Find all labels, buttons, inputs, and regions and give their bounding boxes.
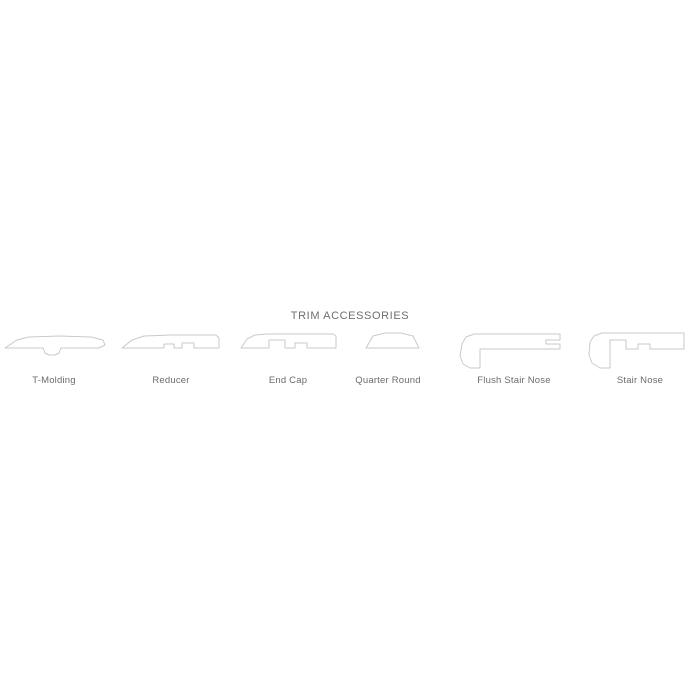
- trim-item-quarter-round: [330, 326, 446, 396]
- stair-nose-icon: [574, 326, 700, 374]
- flush-stair-nose-icon: [448, 326, 580, 374]
- trim-profile-list: [0, 326, 700, 396]
- trim-item-stair-nose: [574, 326, 700, 396]
- trim-item-label: End Cap: [268, 375, 308, 386]
- trim-item-flush-stair-nose: [448, 326, 580, 396]
- trim-item-end-cap: [230, 326, 346, 396]
- t-molding-icon: [0, 326, 112, 374]
- trim-item-reducer: [113, 326, 229, 396]
- reducer-icon: [113, 326, 229, 374]
- trim-item-t-molding: [0, 326, 112, 396]
- trim-item-label: Quarter Round: [355, 375, 421, 386]
- trim-item-label: T-Molding: [32, 375, 76, 386]
- trim-item-label: Reducer: [152, 375, 190, 386]
- trim-item-label: Stair Nose: [616, 375, 664, 386]
- trim-item-label: Flush Stair Nose: [477, 375, 551, 386]
- diagram-title: TRIM ACCESSORIES: [290, 310, 410, 322]
- quarter-round-icon: [330, 326, 446, 374]
- end-cap-icon: [230, 326, 346, 374]
